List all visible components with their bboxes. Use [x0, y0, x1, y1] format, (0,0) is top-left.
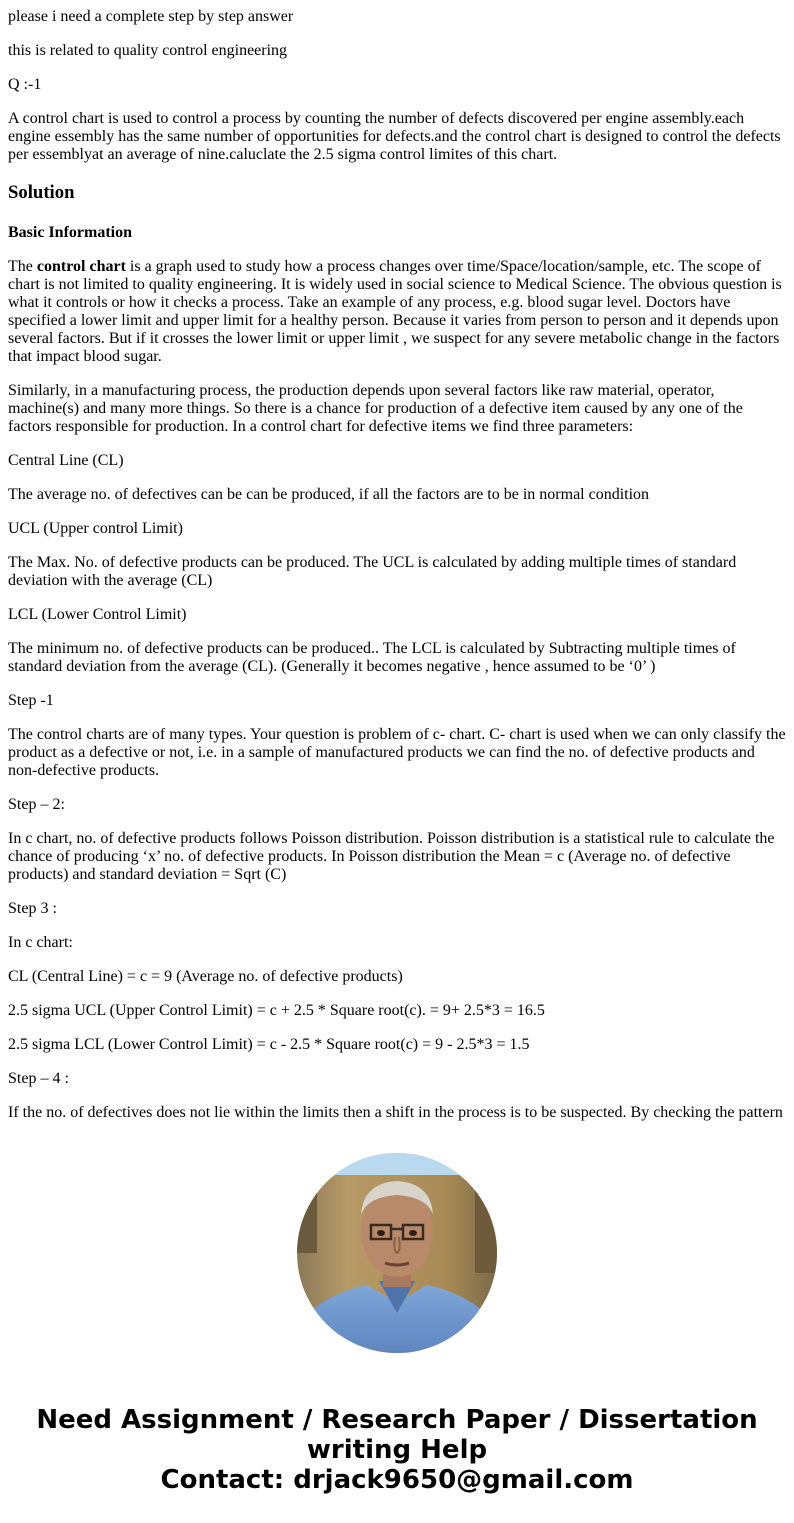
paragraph-control-chart [8, 258, 788, 366]
question-intro-1: please i need a complete step by step answer [8, 8, 294, 25]
footer-line-1: Need Assignment / Research Paper / Dissertation [36, 1405, 758, 1435]
step1-title: Step -1 [8, 692, 54, 709]
author-avatar [297, 1153, 497, 1353]
step3-ucl: 2.5 sigma UCL (Upper Control Limit) = c + 2.5 * Square root(c). = 9+ 2.5*3 = 16.5 [8, 1002, 545, 1019]
basic-info-heading: Basic Information [8, 224, 132, 241]
footer-line-2: writing Help [306, 1435, 488, 1465]
step2-text: In c chart, no. of defective products follows Poisson distribution. Poisson distribution is a statistical rule to calculate the chance of producing ‘x’ no. of defective products. In Poisson distribution the Mean = c (Average no. of defective products) and standard deviation = Sqrt (C) [8, 830, 775, 883]
step1-text: The control charts are of many types. Your question is problem of c- chart. C- chart is used when we can only classify the product as a defective or not, i.e. in a sample of manufactured products we can find the no. of defective products and non-defective products. [8, 726, 786, 779]
step3-intro: In c chart: [8, 934, 73, 951]
footer-contact: Contact: drjack9650@gmail.com [160, 1465, 634, 1495]
control-chart-term: control chart [36, 258, 126, 275]
question-text: A control chart is used to control a process by counting the number of defects discovered per engine assembly.each engine essembly has the same number of opportunities for defects.and the control chart is designed to control the defects per essemblyat an average of nine.caluclate the 2.5 sigma control limites of this chart. [8, 110, 781, 163]
footer-banner [0, 1405, 794, 1495]
p1-rest: is a graph used to study how a process changes over time/Space/location/sample, etc. The scope of chart is not limited to quality engineering. It is widely used in social science to Medical Science. The obvious question is what it controls or how it checks a process. Take an example of any process, e.g. blood sugar level. Doctors have specified a lower limit and upper limit for a healthy person. Because it varies from person to person and it depends upon several factors. But if it crosses the lower limit or upper limit , we suspect for any severe metabolic change in the factors that impact blood sugar. [8, 258, 782, 365]
ucl-text: The Max. No. of defective products can be produced. The UCL is calculated by adding multiple times of standard deviation with the average (CL) [8, 554, 737, 589]
p1-prefix: The [8, 258, 37, 275]
step2-title: Step – 2: [8, 796, 65, 813]
solution-heading: Solution [8, 182, 75, 203]
step3-title: Step 3 : [8, 900, 57, 917]
step3-cl: CL (Central Line) = c = 9 (Average no. of defective products) [8, 968, 403, 985]
lcl-title: LCL (Lower Control Limit) [8, 606, 187, 623]
ucl-title: UCL (Upper control Limit) [8, 520, 183, 537]
step4-text: If the no. of defectives does not lie within the limits then a shift in the process is to be suspected. By checking the pattern [8, 1104, 783, 1121]
document-body [8, 0, 788, 1138]
cl-title: Central Line (CL) [8, 452, 124, 469]
lcl-text: The minimum no. of defective products can be produced.. The LCL is calculated by Subtracting multiple times of standard deviation from the average (CL). (Generally it becomes negative , hence assumed to be ‘0’ ) [8, 640, 736, 675]
paragraph-manufacturing: Similarly, in a manufacturing process, the production depends upon several factors like raw material, operator, machine(s) and many more things. So there is a chance for production of a defective item caused by any one of the factors responsible for production. In a control chart for defective items we find three parameters: [8, 382, 743, 435]
author-photo [297, 1153, 497, 1353]
step3-lcl: 2.5 sigma LCL (Lower Control Limit) = c - 2.5 * Square root(c) = 9 - 2.5*3 = 1.5 [8, 1036, 530, 1053]
cl-text: The average no. of defectives can be can be produced, if all the factors are to be in normal condition [8, 486, 650, 503]
step4-title: Step – 4 : [8, 1070, 69, 1087]
question-intro-2: this is related to quality control engineering [8, 42, 288, 59]
question-label: Q :-1 [8, 76, 42, 93]
